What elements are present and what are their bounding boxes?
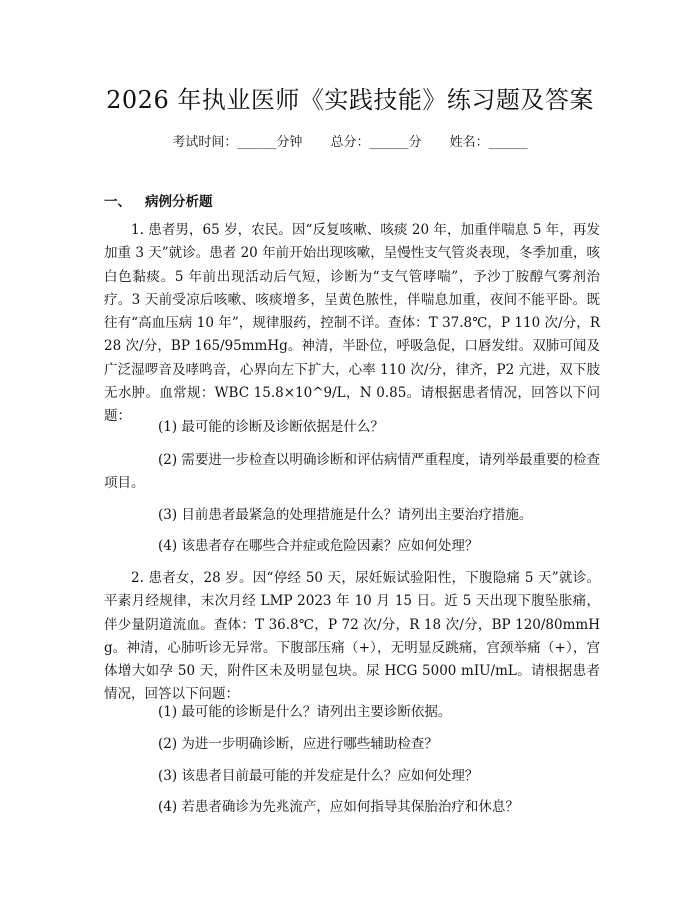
exam-score: 总分：______分 [330, 135, 422, 150]
case-1-question-3: (3) 目前患者最紧急的处理措施是什么？请列出主要治疗措施。 [158, 507, 533, 523]
exam-time: 考试时间：______分钟 [172, 135, 303, 150]
case-1-text: 1. 患者男，65 岁，农民。因“反复咳嗽、咳痰 20 年，加重伴喘息 5 年，再发加重 3 天”就诊。患者 20 年前开始出现咳嗽，呈慢性支气管炎表现，冬季加重，咳白色黏痰。5 年前出现活动后气短，诊断为“支气管哮喘”，予沙丁胺醇气雾剂治疗。3 天前受凉后咳嗽、咳痰增多，呈黄色脓性，伴喘息加重，夜间不能平卧。既往有“高血压病 10 年”，规律服药，控制不详。查体：T 37.8℃，P 110 次/分，R 28 次/分，BP 165/95mmHg。神清，半卧位，呼吸急促，口唇发绀。双肺可闻及广泛湿啰音及哮鸣音，心界向左下扩大，心率 110 次/分，律齐，P2 亢进，双下肢无水肿。血常规：WBC 15.8×10^9/L，N 0.85。请根据患者情况，回答以下问题： [104, 222, 600, 425]
case-2-question-1: (1) 最可能的诊断是什么？请列出主要诊断依据。 [158, 704, 452, 720]
case-2-question-3: (3) 该患者目前最可能的并发症是什么？应如何处理？ [158, 768, 479, 784]
case-1-question-4: (4) 该患者存在哪些合并症或危险因素？应如何处理？ [158, 538, 479, 554]
exam-name: 姓名：______ [449, 135, 528, 150]
case-1-question-2: (2) 需要进一步检查以明确诊断和评估病情严重程度，请列举最重要的检查项目。 [104, 452, 600, 492]
section-heading [104, 190, 213, 210]
case-2-question-4: (4) 若患者确诊为先兆流产，应如何指导其保胎治疗和休息？ [158, 799, 519, 815]
page-title: 2026 年执业医师《实践技能》练习题及答案 [106, 86, 594, 114]
case-1-question-1: (1) 最可能的诊断及诊断依据是什么？ [158, 419, 384, 435]
section-title: 病例分析题 [145, 194, 213, 210]
section-number: 一、 [104, 194, 131, 210]
case-2-text: 2. 患者女，28 岁。因“停经 50 天，尿妊娠试验阳性，下腹隐痛 5 天”就诊。平素月经规律，末次月经 LMP 2023 年 10 月 15 日。近 5 天出现下腹坠胀痛，伴少量阴道流血。查体：T 36.8℃，P 72 次/分，R 18 次/分，BP 120/80mmHg。神清，心肺听诊无异常。下腹部压痛（+），无明显反跳痛，宫颈举痛（+），宫体增大如孕 50 天，附件区未及明显包块。尿 HCG 5000 mIU/mL。请根据患者情况，回答以下问题： [104, 570, 600, 703]
exam-meta [0, 131, 700, 150]
case-2-question-2: (2) 为进一步明确诊断，应进行哪些辅助检查？ [158, 736, 438, 752]
